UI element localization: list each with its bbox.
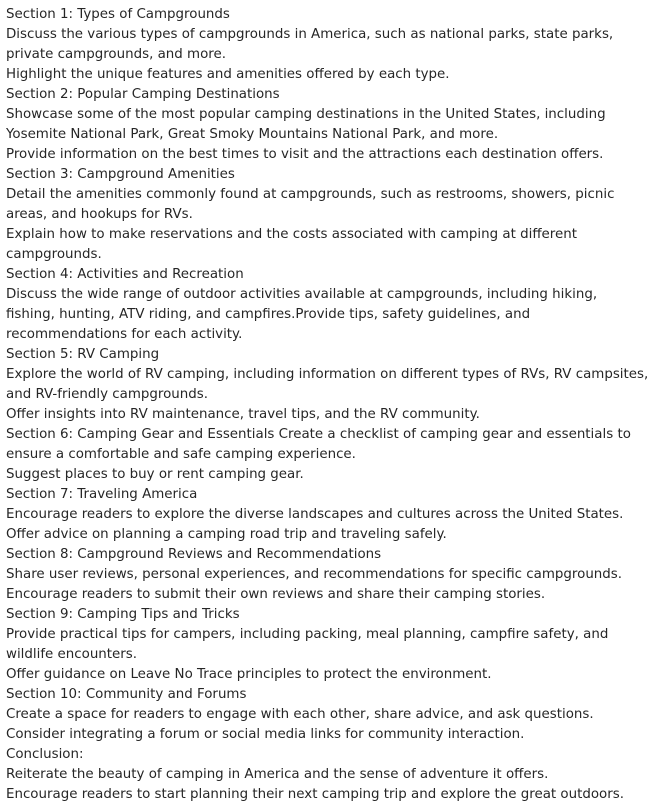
section-9-paragraph-1: Provide practical tips for campers, including packing, meal planning, campfire safety, and wildlife encounters. [6, 627, 609, 662]
conclusion-paragraph-2: Encourage readers to start planning their next camping trip and explore the great outdoors. [6, 787, 624, 802]
section-5-paragraph-1: Explore the world of RV camping, including information on different types of RVs, RV campsites, and RV-friendly campgrounds. [6, 367, 649, 402]
conclusion-heading: Conclusion: [6, 747, 84, 762]
section-9-heading: Section 9: Camping Tips and Tricks [6, 607, 240, 622]
section-3-paragraph-2: Explain how to make reservations and the costs associated with camping at different campgrounds. [6, 227, 577, 262]
section-1-paragraph-1: Discuss the various types of campgrounds in America, such as national parks, state parks, private campgrounds, and more. [6, 27, 614, 62]
section-2-paragraph-2: Provide information on the best times to visit and the attractions each destination offers. [6, 147, 604, 162]
section-4-paragraph-1: Discuss the wide range of outdoor activities available at campgrounds, including hiking, fishing, hunting, ATV riding, and campfires.Provide tips, safety guidelines, and recommendations for each activity. [6, 287, 598, 342]
section-5-paragraph-2: Offer insights into RV maintenance, travel tips, and the RV community. [6, 407, 480, 422]
section-3-paragraph-1: Detail the amenities commonly found at campgrounds, such as restrooms, showers, picnic areas, and hookups for RVs. [6, 187, 615, 222]
section-7-paragraph-1: Encourage readers to explore the diverse landscapes and cultures across the United States. Offer advice on planning a camping road trip and traveling safely. [6, 507, 624, 542]
section-1-paragraph-2: Highlight the unique features and amenities offered by each type. [6, 67, 450, 82]
section-8-paragraph-1: Share user reviews, personal experiences, and recommendations for specific campgrounds. [6, 567, 623, 582]
section-10-paragraph-1: Create a space for readers to engage with each other, share advice, and ask questions. [6, 707, 594, 722]
section-3-heading: Section 3: Campground Amenities [6, 167, 235, 182]
section-6-heading: Section 6: Camping Gear and Essentials Create a checklist of camping gear and essentials to ensure a comfortable and safe camping experience. [6, 427, 631, 462]
section-4-heading: Section 4: Activities and Recreation [6, 267, 244, 282]
section-10-heading: Section 10: Community and Forums [6, 687, 247, 702]
section-8-heading: Section 8: Campground Reviews and Recommendations [6, 547, 382, 562]
section-2-heading: Section 2: Popular Camping Destinations [6, 87, 280, 102]
section-1-heading: Section 1: Types of Campgrounds [6, 7, 230, 22]
conclusion-paragraph-1: Reiterate the beauty of camping in America and the sense of adventure it offers. [6, 767, 549, 782]
section-2-paragraph-1: Showcase some of the most popular camping destinations in the United States, including Yosemite National Park, Great Smoky Mountains National Park, and more. [6, 107, 606, 142]
section-9-paragraph-2: Offer guidance on Leave No Trace principles to protect the environment. [6, 667, 492, 682]
section-8-paragraph-2: Encourage readers to submit their own reviews and share their camping stories. [6, 587, 546, 602]
section-5-heading: Section 5: RV Camping [6, 347, 160, 362]
section-10-paragraph-2: Consider integrating a forum or social media links for community interaction. [6, 727, 525, 742]
section-6-paragraph-1: Suggest places to buy or rent camping gear. [6, 467, 304, 482]
section-7-heading: Section 7: Traveling America [6, 487, 198, 502]
